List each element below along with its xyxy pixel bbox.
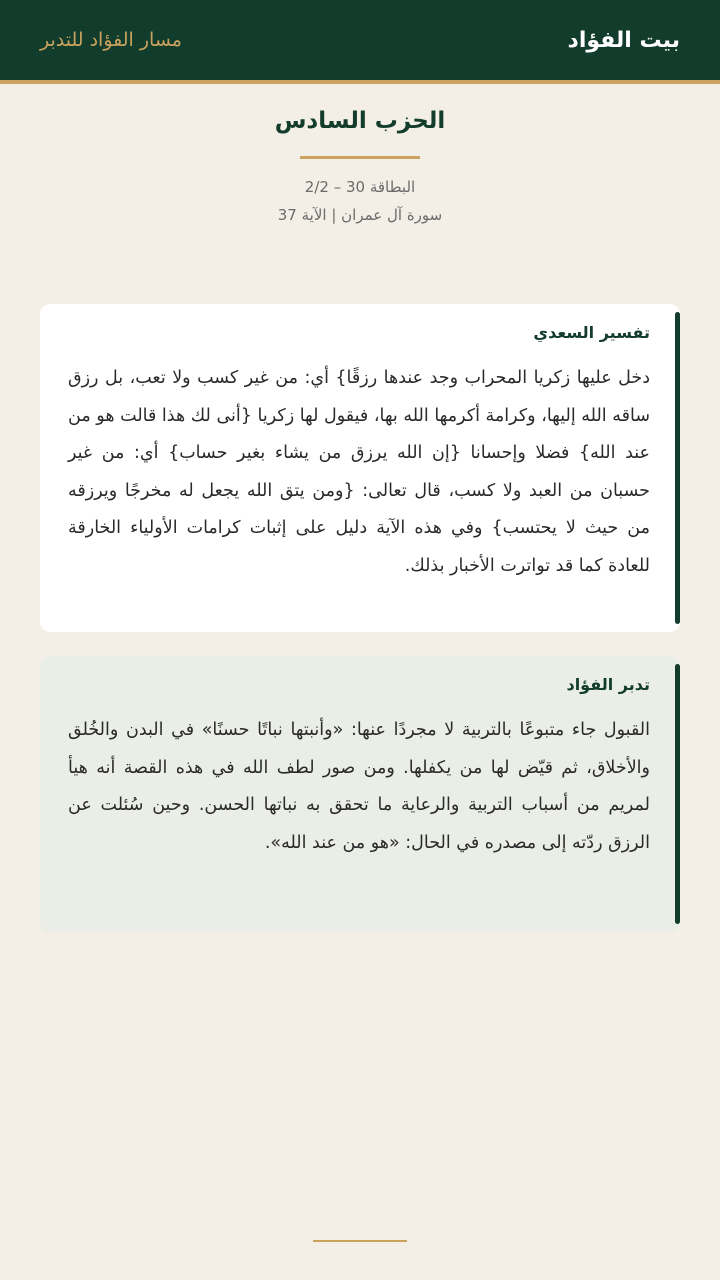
- tadabbur-card-title: تدبر الفؤاد: [566, 675, 650, 694]
- tafsir-card-title: تفسير السعدي: [533, 323, 650, 342]
- card-counter: البطاقة 30 – 2/2: [304, 178, 416, 196]
- tadabbur-card: [40, 656, 680, 932]
- app-header: [0, 0, 720, 84]
- app-brand[interactable]: بيت الفؤاد: [567, 27, 680, 53]
- section-title: الحزب السادس: [274, 108, 446, 134]
- verse-reference: سورة آل عمران | الآية 37: [277, 206, 443, 224]
- tafsir-card-body: دخل عليها زكريا المحراب وجد عندها رزقًا} أي: من غير كسب ولا تعب، بل رزق ساقه الله إليها، وكرامة أكرمها الله بها، فيقول لها زكريا {أنى لك هذا قالت هو من عند الله} فضلا وإحسانا {إن الله يرزق من يشاء بغير حساب} أي: من غير حسبان من العبد ولا كسب، قال تعالى: {ومن يتق الله يجعل له مخرجًا ويرزقه من حيث لا يحتسب} وفي هذه الآية دليل على إثبات كرامات الأولياء الخارقة للعادة كما قد تواترت الأخبار بذلك.: [68, 368, 650, 576]
- app-tagline: مسار الفؤاد للتدبر: [40, 29, 182, 51]
- card-accent-bar: [675, 312, 680, 624]
- tadabbur-card-body: القبول جاء متبوعًا بالتربية لا مجردًا عنها: «وأنبتها نباتًا حسنًا» في البدن والخُلق والأخلاق، ثم قيّض لها من يكفلها. ومن صور لطف الله في هذه القصة أنه هيأ لمريم من أسباب التربية والرعاية ما تحقق به نباتها الحسن. وحين سُئلت عن الرزق ردّته إلى مصدره في الحال: «هو من عند الله».: [68, 720, 650, 853]
- title-divider: [300, 156, 420, 159]
- tafsir-card: [40, 304, 680, 632]
- footer-divider: [313, 1240, 407, 1242]
- section-header: [0, 104, 720, 229]
- card-accent-bar: [675, 664, 680, 924]
